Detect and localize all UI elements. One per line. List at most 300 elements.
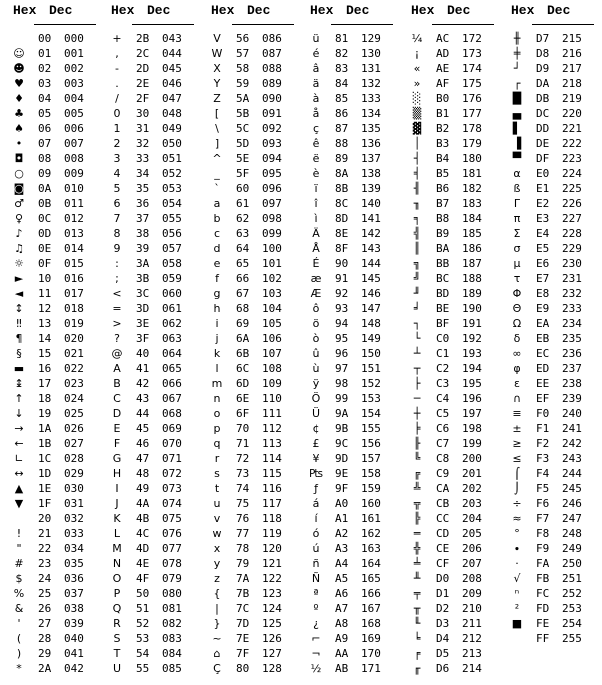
hex-value: 26 (38, 602, 52, 615)
dec-value: 034 (64, 542, 84, 555)
hex-value: E9 (536, 302, 550, 315)
char-glyph: ▄ (512, 107, 522, 120)
dec-value: 024 (64, 392, 84, 405)
hex-value: 0A (38, 182, 52, 195)
table-row (307, 511, 393, 526)
char-glyph: ½ (310, 662, 322, 675)
table-row (10, 376, 96, 391)
hex-value: 62 (236, 212, 250, 225)
table-row (508, 316, 594, 331)
hex-value: 2E (136, 77, 150, 90)
dec-value: 018 (64, 302, 84, 315)
hex-value: 81 (335, 32, 349, 45)
table-row (208, 451, 294, 466)
table-row (10, 331, 96, 346)
char-glyph: ÿ (312, 377, 320, 390)
dec-header: Dec (147, 3, 171, 18)
hex-value: D5 (436, 647, 450, 660)
dec-value: 027 (64, 437, 84, 450)
dec-value: 098 (262, 212, 282, 225)
table-row (508, 166, 594, 181)
hex-value: 5E (236, 152, 250, 165)
table-row (10, 121, 96, 136)
dec-value: 143 (361, 242, 381, 255)
char-glyph: â (312, 62, 320, 75)
table-row (10, 31, 96, 46)
char-glyph: ╖ (413, 197, 421, 210)
char-glyph: j (215, 332, 219, 345)
char-glyph: ╟ (413, 437, 421, 450)
hex-value: 10 (38, 272, 52, 285)
char-glyph: É (312, 257, 320, 270)
dec-value: 003 (64, 77, 84, 90)
hex-value: 70 (236, 422, 250, 435)
dec-value: 177 (462, 107, 482, 120)
hex-value: AE (436, 62, 450, 75)
dec-value: 074 (162, 497, 182, 510)
dec-value: 076 (162, 527, 182, 540)
char-glyph: q (213, 437, 221, 450)
dec-value: 079 (162, 572, 182, 585)
char-glyph: [ (214, 107, 220, 120)
char-glyph: / (115, 92, 119, 105)
dec-value: 068 (162, 407, 182, 420)
table-row (508, 466, 594, 481)
char-glyph: \ (215, 122, 219, 135)
dec-value: 214 (462, 662, 482, 675)
hex-value: F8 (536, 527, 550, 540)
table-row (108, 151, 194, 166)
hex-value: 91 (335, 272, 349, 285)
hex-value: EB (536, 332, 550, 345)
hex-value: 8D (335, 212, 349, 225)
char-glyph: ┬ (413, 362, 421, 375)
char-glyph: ¬ (311, 647, 321, 660)
char-glyph: ○ (14, 167, 24, 180)
hex-value: 80 (236, 662, 250, 675)
dec-value: 035 (64, 557, 84, 570)
dec-value: 123 (262, 587, 282, 600)
hex-value: 54 (136, 647, 150, 660)
dec-value: 122 (262, 572, 282, 585)
char-glyph: 0 (113, 107, 121, 120)
hex-value: DF (536, 152, 550, 165)
table-row (10, 646, 96, 661)
table-row (10, 661, 96, 676)
dec-value: 217 (562, 62, 582, 75)
table-row (408, 541, 494, 556)
dec-value: 044 (162, 47, 182, 60)
char-glyph: W (211, 47, 223, 60)
dec-value: 050 (162, 137, 182, 150)
char-glyph: - (115, 62, 119, 75)
table-row (208, 631, 294, 646)
char-glyph: ä (312, 77, 320, 90)
table-row (10, 346, 96, 361)
hex-value: 3E (136, 317, 150, 330)
table-row (508, 76, 594, 91)
dec-value: 228 (562, 227, 582, 240)
hex-value: 44 (136, 407, 150, 420)
hex-value: CB (436, 497, 450, 510)
hex-value: 57 (236, 47, 250, 60)
hex-value: 4F (136, 572, 150, 585)
char-glyph: ╫ (513, 32, 521, 45)
table-row (208, 616, 294, 631)
hex-value: 1D (38, 467, 52, 480)
hex-value: EE (536, 377, 550, 390)
dec-value: 241 (562, 422, 582, 435)
hex-value: 17 (38, 377, 52, 390)
table-row (10, 466, 96, 481)
char-glyph: δ (513, 332, 521, 345)
char-glyph: y (213, 557, 221, 570)
dec-value: 137 (361, 152, 381, 165)
char-glyph: a (213, 197, 221, 210)
char-glyph: t (214, 482, 220, 495)
char-glyph: U (112, 662, 122, 675)
dec-value: 030 (64, 482, 84, 495)
hex-value: 29 (38, 647, 52, 660)
table-row (307, 586, 393, 601)
dec-value: 227 (562, 212, 582, 225)
char-glyph: φ (513, 362, 521, 375)
hex-value: F3 (536, 452, 550, 465)
hex-value: F4 (536, 467, 550, 480)
char-glyph: r (214, 452, 220, 465)
dec-value: 106 (262, 332, 282, 345)
table-row (10, 511, 96, 526)
dec-value: 249 (562, 542, 582, 555)
table-row (108, 241, 194, 256)
table-row (307, 361, 393, 376)
hex-value: D6 (436, 662, 450, 675)
dec-value: 005 (64, 107, 84, 120)
table-row (108, 226, 194, 241)
dec-value: 216 (562, 47, 582, 60)
dec-value: 186 (462, 242, 482, 255)
hex-value: 07 (38, 137, 52, 150)
char-glyph: α (513, 167, 521, 180)
dec-value: 126 (262, 632, 282, 645)
hex-value: 9C (335, 437, 349, 450)
table-row (10, 226, 96, 241)
dec-value: 168 (361, 617, 381, 630)
table-row (10, 91, 96, 106)
char-glyph: f (215, 272, 219, 285)
hex-value: 9A (335, 407, 349, 420)
table-row (208, 481, 294, 496)
dec-value: 011 (64, 197, 84, 210)
hex-value: 4C (136, 527, 150, 540)
hex-value: F5 (536, 482, 550, 495)
hex-value: D8 (536, 47, 550, 60)
char-glyph: ] (214, 137, 220, 150)
table-row (408, 151, 494, 166)
hex-value: 66 (236, 272, 250, 285)
dec-value: 159 (361, 482, 381, 495)
dec-value: 111 (262, 407, 282, 420)
table-row (10, 361, 96, 376)
hex-value: F6 (536, 497, 550, 510)
hex-value: 24 (38, 572, 52, 585)
dec-value: 184 (462, 212, 482, 225)
hex-value: E3 (536, 212, 550, 225)
hex-value: C4 (436, 392, 450, 405)
dec-value: 063 (162, 332, 182, 345)
hex-value: A8 (335, 617, 349, 630)
table-row (408, 526, 494, 541)
hex-value: 72 (236, 452, 250, 465)
dec-value: 229 (562, 242, 582, 255)
hex-value: 68 (236, 302, 250, 315)
table-row (108, 331, 194, 346)
header-rule (432, 24, 494, 25)
dec-value: 116 (262, 482, 282, 495)
char-glyph: ♫ (14, 242, 24, 255)
table-row (307, 661, 393, 676)
table-row (10, 541, 96, 556)
dec-value: 059 (162, 272, 182, 285)
hex-value: 82 (335, 47, 349, 60)
char-glyph: ô (312, 302, 320, 315)
hex-value: 88 (335, 137, 349, 150)
table-row (307, 136, 393, 151)
char-glyph: ⌐ (311, 632, 321, 645)
char-glyph: ç (312, 122, 320, 135)
char-glyph: ⁿ (514, 587, 520, 600)
table-row (208, 421, 294, 436)
table-row (10, 481, 96, 496)
char-glyph: ▌ (512, 122, 522, 135)
dec-value: 007 (64, 137, 84, 150)
dec-value: 120 (262, 542, 282, 555)
table-row (508, 361, 594, 376)
hex-value: 30 (136, 107, 150, 120)
char-glyph: ‼ (16, 317, 22, 330)
char-glyph: n (213, 392, 221, 405)
char-glyph: ♥ (14, 77, 24, 90)
dec-value: 141 (361, 212, 381, 225)
table-row (408, 211, 494, 226)
table-row (10, 241, 96, 256)
table-row (208, 196, 294, 211)
table-row (10, 616, 96, 631)
dec-value: 080 (162, 587, 182, 600)
dec-value: 192 (462, 332, 482, 345)
table-row (307, 256, 393, 271)
hex-value: 9F (335, 482, 349, 495)
dec-value: 077 (162, 542, 182, 555)
table-row (408, 241, 494, 256)
table-row (307, 46, 393, 61)
char-glyph: ♠ (14, 122, 24, 135)
char-glyph: ║ (413, 242, 421, 255)
char-glyph: ƒ (314, 482, 318, 495)
dec-value: 199 (462, 437, 482, 450)
table-row (108, 61, 194, 76)
table-row (108, 271, 194, 286)
table-row (10, 556, 96, 571)
table-row (508, 586, 594, 601)
table-row (508, 256, 594, 271)
char-glyph: Γ (513, 197, 521, 210)
dec-value: 040 (64, 632, 84, 645)
hex-value: 2C (136, 47, 150, 60)
table-row (108, 631, 194, 646)
table-row (208, 271, 294, 286)
dec-header: Dec (49, 3, 73, 18)
hex-value: AF (436, 77, 450, 90)
hex-value: 52 (136, 617, 150, 630)
char-glyph: ↕ (14, 302, 24, 315)
hex-value: DE (536, 137, 550, 150)
table-row (208, 151, 294, 166)
dec-value: 094 (262, 152, 282, 165)
dec-value: 028 (64, 452, 84, 465)
hex-value: FD (536, 602, 550, 615)
header-rule (132, 24, 194, 25)
char-glyph: ó (312, 527, 320, 540)
hex-value: 14 (38, 332, 52, 345)
hex-value: ED (536, 362, 550, 375)
table-row (108, 46, 194, 61)
dec-value: 124 (262, 602, 282, 615)
hex-value: C7 (436, 437, 450, 450)
table-row (408, 256, 494, 271)
char-glyph: ◘ (14, 152, 24, 165)
char-glyph: ▒ (412, 107, 422, 120)
hex-value: 15 (38, 347, 52, 360)
table-row (208, 181, 294, 196)
char-glyph: á (312, 497, 320, 510)
table-row (307, 61, 393, 76)
char-glyph: ■ (511, 617, 523, 630)
hex-value: 58 (236, 62, 250, 75)
hex-value: 1C (38, 452, 52, 465)
table-row (108, 526, 194, 541)
table-row (108, 211, 194, 226)
char-glyph: S (113, 632, 121, 645)
hex-value: B2 (436, 122, 450, 135)
dec-value: 185 (462, 227, 482, 240)
hex-value: 4B (136, 512, 150, 525)
hex-value: 34 (136, 167, 150, 180)
char-glyph: = (112, 302, 122, 315)
table-row (508, 421, 594, 436)
char-glyph: ± (512, 422, 522, 435)
hex-value: 31 (136, 122, 150, 135)
char-glyph: ≤ (512, 452, 522, 465)
char-glyph: 2 (113, 137, 121, 150)
char-glyph: ☼ (14, 257, 24, 270)
table-row (307, 91, 393, 106)
dec-value: 115 (262, 467, 282, 480)
table-row (307, 76, 393, 91)
dec-value: 161 (361, 512, 381, 525)
hex-value: B8 (436, 212, 450, 225)
char-glyph: ╛ (413, 302, 421, 315)
dec-value: 174 (462, 62, 482, 75)
dec-value: 237 (562, 362, 582, 375)
hex-value: 7E (236, 632, 250, 645)
table-row (307, 106, 393, 121)
dec-value: 051 (162, 152, 182, 165)
table-column (508, 0, 594, 685)
dec-value: 208 (462, 572, 482, 585)
char-glyph: l (215, 362, 219, 375)
char-glyph: í (314, 512, 318, 525)
table-row (408, 331, 494, 346)
char-glyph: ò (312, 332, 320, 345)
char-glyph: └ (413, 332, 421, 345)
dec-value: 093 (262, 137, 282, 150)
table-row (10, 211, 96, 226)
dec-value: 131 (361, 62, 381, 75)
table-row (208, 301, 294, 316)
hex-value: 37 (136, 212, 150, 225)
dec-value: 153 (361, 392, 381, 405)
dec-value: 162 (361, 527, 381, 540)
table-row (408, 481, 494, 496)
char-glyph: ╢ (413, 182, 421, 195)
dec-value: 105 (262, 317, 282, 330)
char-glyph: ₧ (309, 467, 323, 480)
dec-value: 066 (162, 377, 182, 390)
char-glyph: √ (513, 572, 521, 585)
hex-value: 76 (236, 512, 250, 525)
table-row (10, 46, 96, 61)
dec-value: 008 (64, 152, 84, 165)
char-glyph: k (213, 347, 221, 360)
dec-value: 253 (562, 602, 582, 615)
char-glyph: ═ (413, 527, 421, 540)
char-glyph: " (16, 542, 22, 555)
table-row (108, 136, 194, 151)
dec-value: 070 (162, 437, 182, 450)
hex-value: F7 (536, 512, 550, 525)
table-row (108, 601, 194, 616)
hex-value: 08 (38, 152, 52, 165)
dec-value: 062 (162, 317, 182, 330)
char-glyph: ☻ (13, 62, 25, 75)
dec-value: 187 (462, 257, 482, 270)
dec-value: 203 (462, 497, 482, 510)
char-glyph: ♂ (14, 197, 24, 210)
char-glyph: ┘ (513, 62, 521, 75)
char-glyph: ↓ (14, 407, 24, 420)
table-row (10, 196, 96, 211)
char-glyph: ╦ (413, 497, 421, 510)
hex-value: E1 (536, 182, 550, 195)
hex-value: 73 (236, 467, 250, 480)
dec-value: 178 (462, 122, 482, 135)
dec-value: 156 (361, 437, 381, 450)
char-glyph: ∟ (14, 452, 24, 465)
char-glyph: ¢ (312, 422, 320, 435)
hex-value: 90 (335, 257, 349, 270)
char-glyph: K (113, 512, 121, 525)
char-glyph: V (213, 32, 221, 45)
hex-value: A7 (335, 602, 349, 615)
table-column (208, 0, 294, 685)
hex-value: 6D (236, 377, 250, 390)
char-glyph: Φ (512, 287, 522, 300)
char-glyph: è (312, 167, 320, 180)
hex-value: 36 (136, 197, 150, 210)
hex-value: 05 (38, 107, 52, 120)
hex-value: 6C (236, 362, 250, 375)
